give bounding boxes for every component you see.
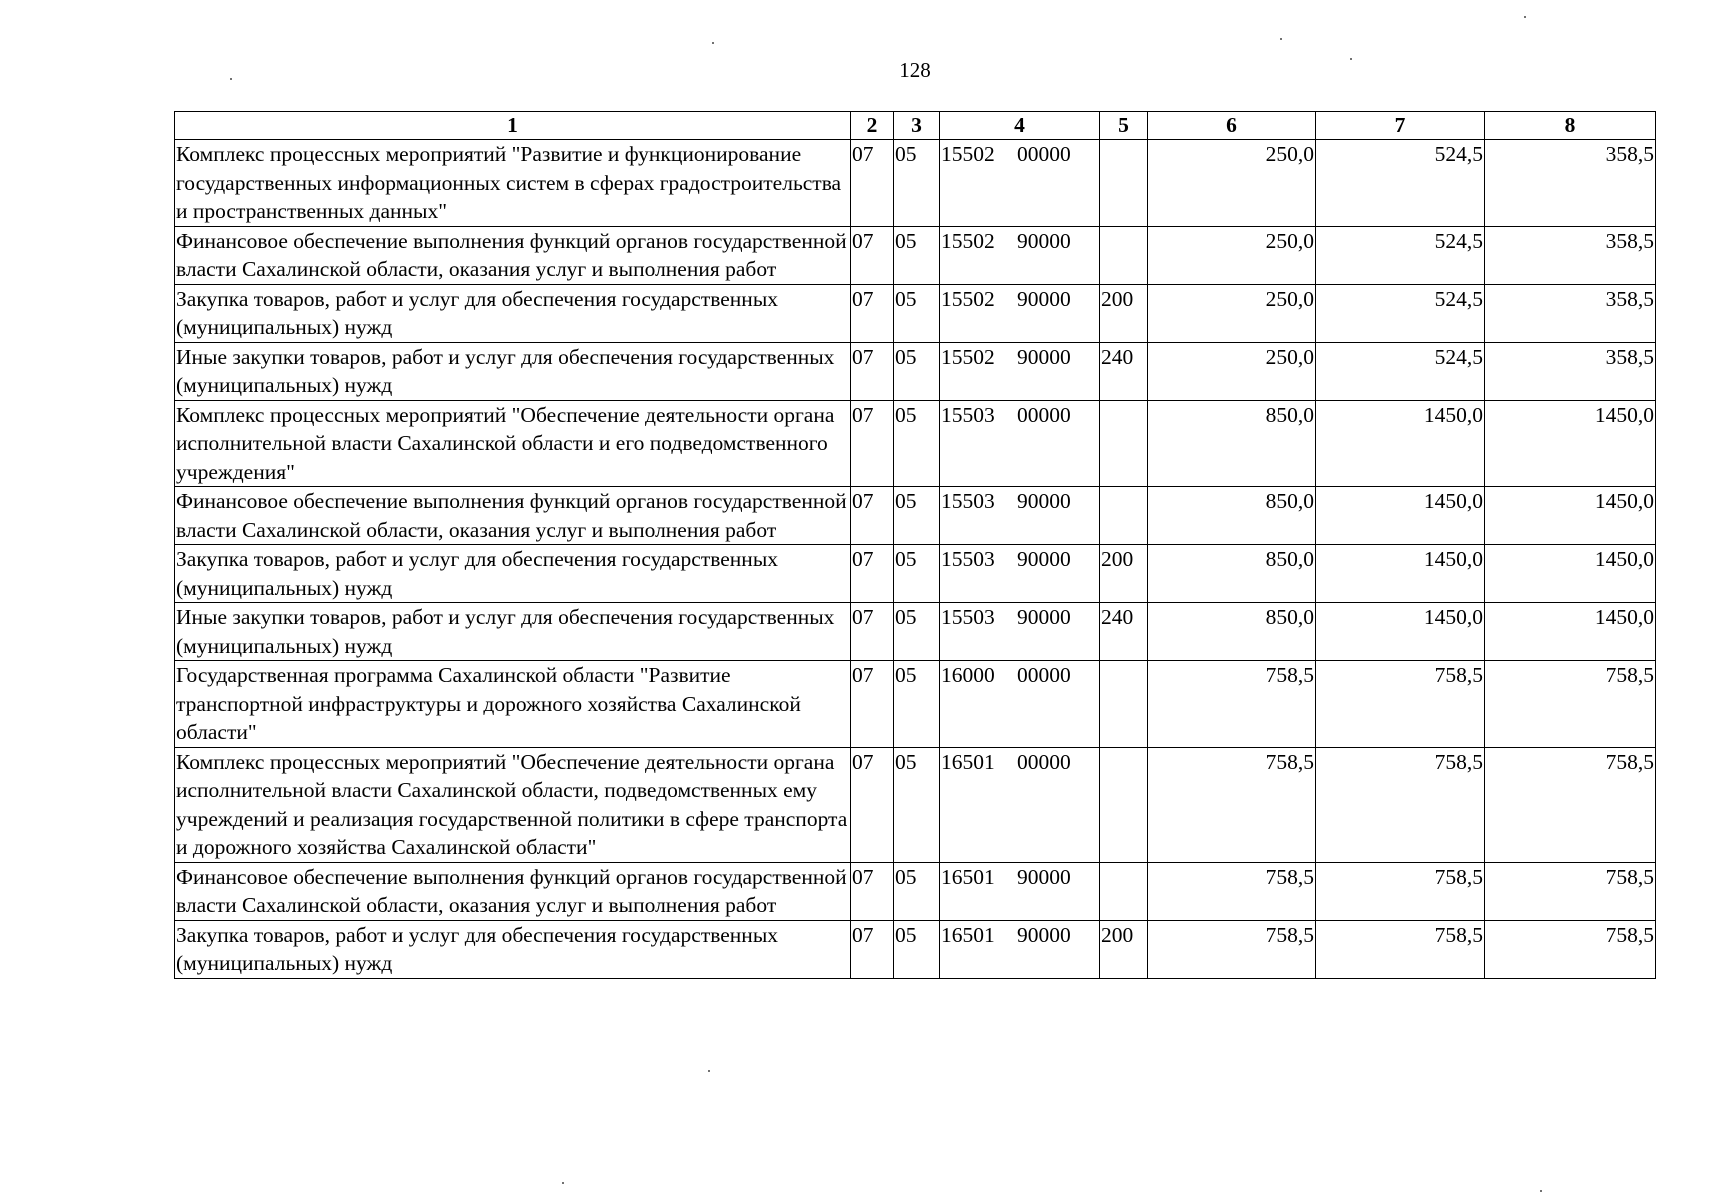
row-code-4 (940, 140, 1100, 227)
header-col-4: 4 (940, 112, 1100, 140)
row-code-2: 07 (851, 545, 894, 603)
row-code-4-program: 16501 (941, 749, 995, 774)
row-value-6: 250,0 (1148, 226, 1316, 284)
row-name: Закупка товаров, работ и услуг для обеспечения государственных (муниципальных) нужд (175, 920, 851, 978)
row-code-3: 05 (894, 140, 940, 227)
row-value-7: 1450,0 (1316, 400, 1485, 487)
row-value-7: 758,5 (1316, 747, 1485, 862)
row-value-7: 524,5 (1316, 226, 1485, 284)
row-code-4-program: 16000 (941, 663, 995, 687)
row-name: Финансовое обеспечение выполнения функций органов государственной власти Сахалинской области, оказания услуг и выполнения работ (175, 226, 851, 284)
row-value-7: 524,5 (1316, 342, 1485, 400)
row-value-8: 1450,0 (1485, 487, 1656, 545)
row-name: Закупка товаров, работ и услуг для обеспечения государственных (муниципальных) нужд (175, 545, 851, 603)
row-value-7: 758,5 (1316, 661, 1485, 748)
row-code-5 (1100, 661, 1148, 748)
row-value-8: 358,5 (1485, 140, 1656, 227)
row-value-7: 758,5 (1316, 920, 1485, 978)
row-value-6: 758,5 (1148, 920, 1316, 978)
row-code-4 (940, 487, 1100, 545)
row-value-8: 1450,0 (1485, 603, 1656, 661)
row-value-8: 1450,0 (1485, 400, 1656, 487)
row-code-3: 05 (894, 284, 940, 342)
table-row (175, 862, 1656, 920)
row-name: Государственная программа Сахалинской области "Развитие транспортной инфраструктуры и дорожного хозяйства Сахалинской области" (175, 661, 851, 748)
row-code-5 (1100, 400, 1148, 487)
row-code-5 (1100, 226, 1148, 284)
scan-speck (1350, 58, 1352, 60)
row-value-6: 758,5 (1148, 862, 1316, 920)
page-number: 128 (899, 58, 931, 82)
row-value-8: 758,5 (1485, 661, 1656, 748)
row-code-5 (1100, 747, 1148, 862)
row-code-4 (940, 862, 1100, 920)
header-col-6: 6 (1148, 112, 1316, 140)
row-code-5: 200 (1100, 284, 1148, 342)
row-value-6: 758,5 (1148, 661, 1316, 748)
row-value-8: 758,5 (1485, 920, 1656, 978)
row-code-3: 05 (894, 226, 940, 284)
row-code-4-direction: 90000 (1017, 547, 1071, 571)
row-value-8: 358,5 (1485, 342, 1656, 400)
row-code-4 (940, 603, 1100, 661)
row-code-4 (940, 545, 1100, 603)
row-code-3: 05 (894, 342, 940, 400)
header-row (175, 112, 1656, 140)
row-code-4-direction: 90000 (1017, 489, 1071, 513)
row-code-5: 240 (1100, 342, 1148, 400)
row-code-4-program: 16501 (941, 864, 995, 889)
header-col-3: 3 (894, 112, 940, 140)
row-value-6: 758,5 (1148, 747, 1316, 862)
row-value-8: 1450,0 (1485, 545, 1656, 603)
row-code-4-program: 15502 (941, 286, 995, 311)
row-code-3: 05 (894, 747, 940, 862)
row-code-4-program: 15502 (941, 142, 995, 166)
row-value-8: 358,5 (1485, 226, 1656, 284)
row-code-3: 05 (894, 487, 940, 545)
row-code-2: 07 (851, 400, 894, 487)
row-code-3: 05 (894, 920, 940, 978)
table-row (175, 747, 1656, 862)
row-value-7: 1450,0 (1316, 603, 1485, 661)
row-value-8: 758,5 (1485, 862, 1656, 920)
scan-speck (230, 78, 232, 80)
table-row (175, 342, 1656, 400)
row-code-4-program: 15503 (941, 547, 995, 571)
row-code-4-direction: 90000 (1017, 605, 1071, 629)
row-name: Финансовое обеспечение выполнения функций органов государственной власти Сахалинской области, оказания услуг и выполнения работ (175, 487, 851, 545)
scan-speck (712, 42, 714, 44)
row-code-4-program: 15503 (941, 489, 995, 513)
row-value-7: 1450,0 (1316, 545, 1485, 603)
row-code-4-program: 15503 (941, 605, 995, 629)
table-row (175, 140, 1656, 227)
row-name: Комплекс процессных мероприятий "Развитие и функционирование государственных информационных систем в сферах градостроительства и пространственных данных" (175, 140, 851, 227)
table-row (175, 400, 1656, 487)
row-code-2: 07 (851, 140, 894, 227)
row-code-2: 07 (851, 603, 894, 661)
table-row (175, 284, 1656, 342)
row-code-4 (940, 920, 1100, 978)
row-value-6: 850,0 (1148, 487, 1316, 545)
row-value-6: 250,0 (1148, 342, 1316, 400)
row-code-2: 07 (851, 284, 894, 342)
row-value-7: 758,5 (1316, 862, 1485, 920)
scan-speck (1280, 38, 1282, 40)
row-code-4-direction: 90000 (1017, 344, 1071, 369)
row-value-7: 524,5 (1316, 284, 1485, 342)
row-code-4-direction: 00000 (1017, 142, 1071, 166)
table-row (175, 545, 1656, 603)
row-code-3: 05 (894, 661, 940, 748)
row-code-4 (940, 226, 1100, 284)
row-code-5: 200 (1100, 545, 1148, 603)
row-code-4 (940, 400, 1100, 487)
row-code-5 (1100, 862, 1148, 920)
row-value-6: 850,0 (1148, 545, 1316, 603)
row-code-4-direction: 90000 (1017, 864, 1071, 889)
row-code-2: 07 (851, 862, 894, 920)
header-col-7: 7 (1316, 112, 1485, 140)
table-row (175, 226, 1656, 284)
header-col-2: 2 (851, 112, 894, 140)
row-value-6: 250,0 (1148, 284, 1316, 342)
row-code-3: 05 (894, 862, 940, 920)
row-code-2: 07 (851, 920, 894, 978)
row-name: Иные закупки товаров, работ и услуг для обеспечения государственных (муниципальных) нужд (175, 342, 851, 400)
header-col-8: 8 (1485, 112, 1656, 140)
row-code-4-direction: 00000 (1017, 402, 1071, 427)
row-code-4-program: 15502 (941, 344, 995, 369)
row-code-4-direction: 90000 (1017, 922, 1071, 947)
row-code-2: 07 (851, 661, 894, 748)
row-name: Иные закупки товаров, работ и услуг для обеспечения государственных (муниципальных) нужд (175, 603, 851, 661)
scan-speck (1540, 1190, 1542, 1192)
row-value-6: 850,0 (1148, 603, 1316, 661)
row-code-5: 200 (1100, 920, 1148, 978)
row-value-6: 850,0 (1148, 400, 1316, 487)
row-code-4-direction: 00000 (1017, 663, 1071, 687)
row-name: Финансовое обеспечение выполнения функций органов государственной власти Сахалинской области, оказания услуг и выполнения работ (175, 862, 851, 920)
budget-table (174, 111, 1656, 979)
header-col-1: 1 (175, 112, 851, 140)
row-name: Комплекс процессных мероприятий "Обеспечение деятельности органа исполнительной власти Сахалинской области, подведомственных ему учреждений и реализация государственной политики в сфере транспорта и дорожного хозяйства Сахалинской области" (175, 747, 851, 862)
table-row (175, 661, 1656, 748)
row-code-3: 05 (894, 545, 940, 603)
row-value-7: 524,5 (1316, 140, 1485, 227)
table-row (175, 603, 1656, 661)
scan-speck (562, 1182, 564, 1184)
row-code-2: 07 (851, 747, 894, 862)
row-code-3: 05 (894, 400, 940, 487)
row-value-8: 758,5 (1485, 747, 1656, 862)
row-code-2: 07 (851, 226, 894, 284)
header-col-5: 5 (1100, 112, 1148, 140)
row-code-4-program: 16501 (941, 922, 995, 947)
row-code-5 (1100, 487, 1148, 545)
row-code-4 (940, 342, 1100, 400)
row-code-3: 05 (894, 603, 940, 661)
row-code-4-direction: 90000 (1017, 286, 1071, 311)
row-code-4 (940, 284, 1100, 342)
row-value-8: 358,5 (1485, 284, 1656, 342)
row-code-4-direction: 90000 (1017, 228, 1071, 253)
row-value-6: 250,0 (1148, 140, 1316, 227)
table-row (175, 487, 1656, 545)
row-value-7: 1450,0 (1316, 487, 1485, 545)
row-code-5: 240 (1100, 603, 1148, 661)
scan-speck (1524, 16, 1526, 18)
row-code-4-direction: 00000 (1017, 749, 1071, 774)
row-code-2: 07 (851, 342, 894, 400)
scan-speck (708, 1070, 710, 1072)
row-code-4 (940, 747, 1100, 862)
row-code-2: 07 (851, 487, 894, 545)
row-code-4-program: 15502 (941, 228, 995, 253)
row-code-4-program: 15503 (941, 402, 995, 427)
row-code-4 (940, 661, 1100, 748)
row-name: Закупка товаров, работ и услуг для обеспечения государственных (муниципальных) нужд (175, 284, 851, 342)
row-code-5 (1100, 140, 1148, 227)
table-row (175, 920, 1656, 978)
row-name: Комплекс процессных мероприятий "Обеспечение деятельности органа исполнительной власти Сахалинской области и его подведомственного учреждения" (175, 400, 851, 487)
